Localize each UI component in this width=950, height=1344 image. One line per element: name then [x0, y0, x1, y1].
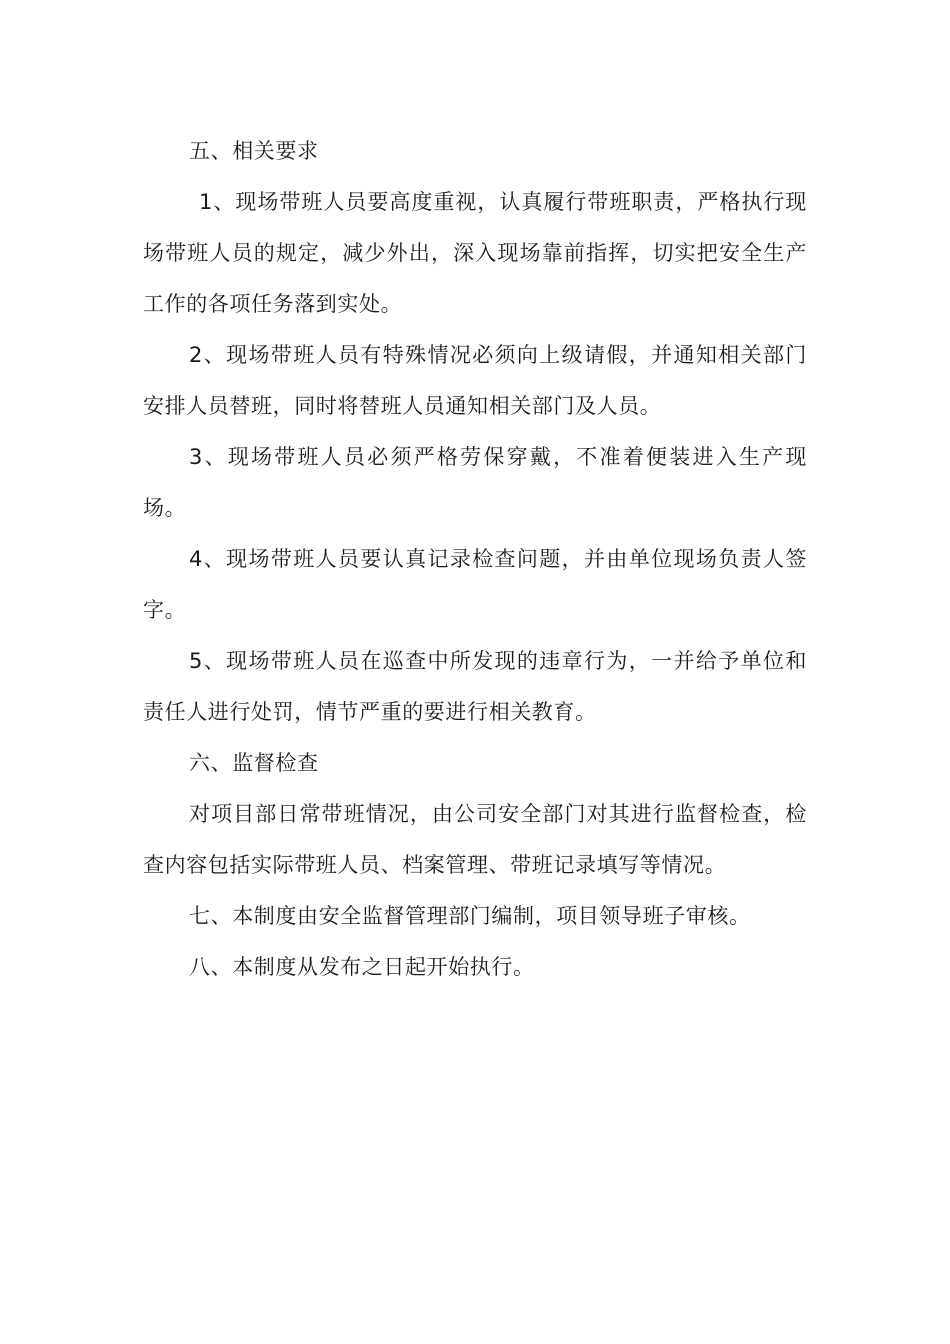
- requirement-item-5: 5、现场带班人员在巡查中所发现的违章行为，一并给予单位和责任人进行处罚，情节严重的要进行相关教育。: [143, 649, 807, 724]
- requirement-item-4: 4、现场带班人员要认真记录检查问题，并由单位现场负责人签字。: [143, 547, 807, 622]
- requirement-item-1: 1、现场带班人员要高度重视，认真履行带班职责，严格执行现场带班人员的规定，减少外出，深入现场靠前指挥，切实把安全生产工作的各项任务落到实处。: [143, 190, 807, 316]
- section-6-body: 对项目部日常带班情况，由公司安全部门对其进行监督检查，检查内容包括实际带班人员、档案管理、带班记录填写等情况。: [143, 802, 807, 877]
- section-6-heading: 六、监督检查: [189, 751, 319, 775]
- document-body: [143, 126, 807, 993]
- requirement-item-2: 2、现场带班人员有特殊情况必须向上级请假，并通知相关部门安排人员替班，同时将替班人员通知相关部门及人员。: [143, 343, 807, 418]
- section-7-paragraph: 七、本制度由安全监督管理部门编制，项目领导班子审核。: [189, 904, 751, 928]
- requirement-item-3: 3、现场带班人员必须严格劳保穿戴，不准着便装进入生产现场。: [143, 445, 807, 520]
- section-8-paragraph: 八、本制度从发布之日起开始执行。: [189, 955, 535, 979]
- section-5-heading: 五、相关要求: [189, 139, 319, 163]
